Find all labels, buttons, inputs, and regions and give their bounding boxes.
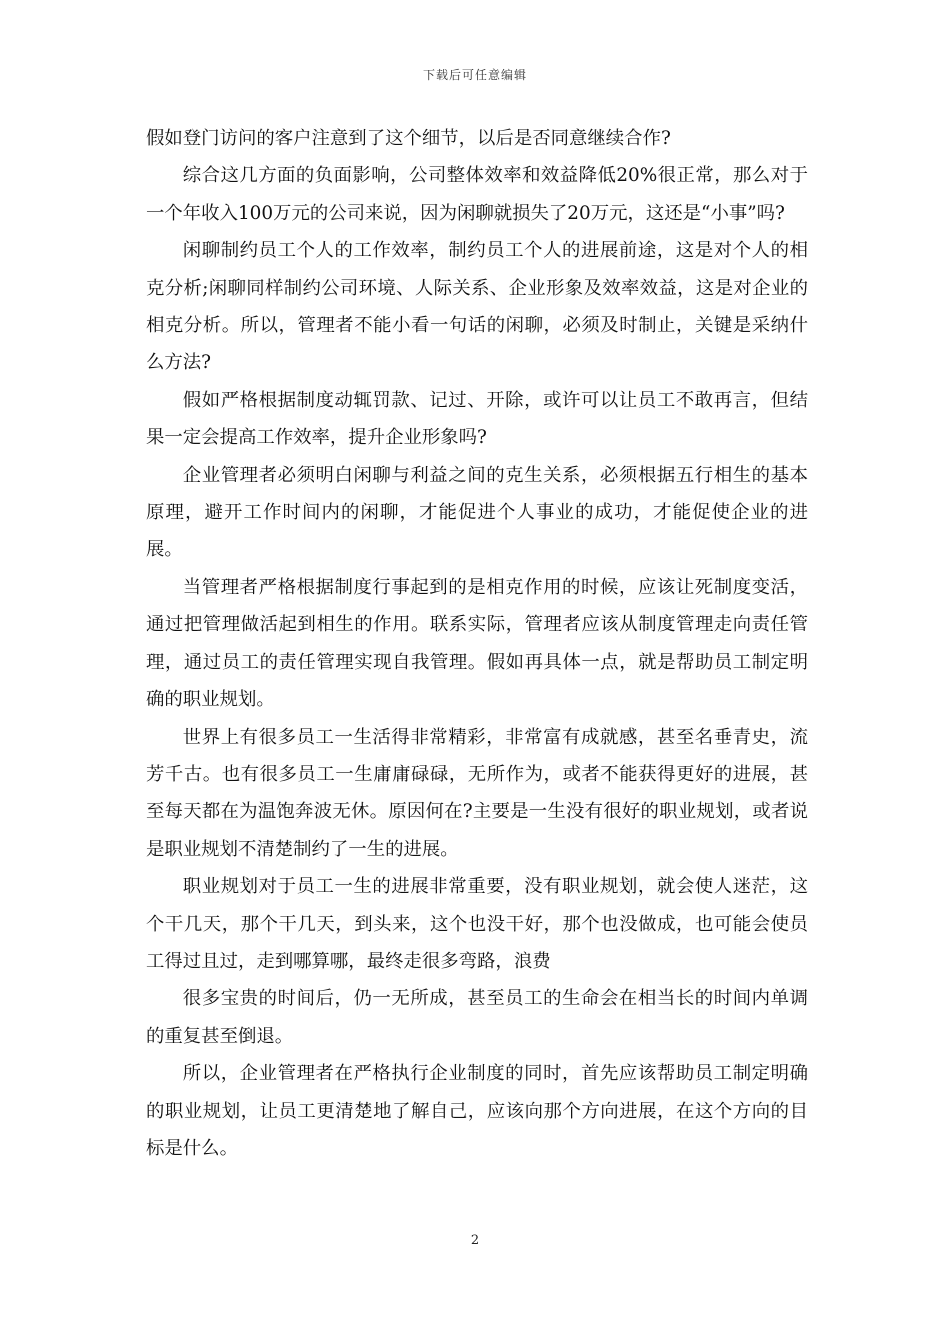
paragraph: 当管理者严格根据制度行事起到的是相克作用的时候，应该让死制度变活，通过把管理做活起到相生的作用。联系实际，管理者应该从制度管理走向责任管理，通过员工的责任管理实现自我管理。假如再具体一点，就是帮助员工制定明确的职业规划。 <box>146 576 808 711</box>
paragraph: 综合这几方面的负面影响，公司整体效率和效益降低20%很正常，那么对于一个年收入100万元的公司来说，因为闲聊就损失了20万元，这还是“小事”吗? <box>146 165 808 224</box>
page-number: 2 <box>470 1233 480 1248</box>
paragraph: 世界上有很多员工一生活得非常精彩，非常富有成就感，甚至名垂青史，流芳千古。也有很多员工一生庸庸碌碌，无所作为，或者不能获得更好的进展，甚至每天都在为温饱奔波无休。原因何在?主要是一生没有很好的职业规划，或者说是职业规划不清楚制约了一生的进展。 <box>146 726 808 860</box>
document-body <box>146 120 808 1167</box>
page-header: 下载后可任意编辑 <box>422 68 527 82</box>
paragraph: 企业管理者必须明白闲聊与利益之间的克生关系，必须根据五行相生的基本原理，避开工作时间内的闲聊，才能促进个人事业的成功，才能促使企业的进展。 <box>146 464 808 561</box>
paragraph: 职业规划对于员工一生的进展非常重要，没有职业规划，就会使人迷茫，这个干几天，那个干几天，到头来，这个也没干好，那个也没做成，也可能会使员工得过且过，走到哪算哪，最终走很多弯路，浪费 <box>146 876 808 972</box>
paragraph: 所以，企业管理者在严格执行企业制度的同时，首先应该帮助员工制定明确的职业规划，让员工更清楚地了解自己，应该向那个方向进展，在这个方向的目标是什么。 <box>146 1063 808 1159</box>
paragraph: 闲聊制约员工个人的工作效率，制约员工个人的进展前途，这是对个人的相克分析;闲聊同样制约公司环境、人际关系、企业形象及效率效益，这是对企业的相克分析。所以，管理者不能小看一句话的闲聊，必须及时制止，关键是采纳什么方法? <box>146 240 808 374</box>
paragraph: 假如登门访问的客户注意到了这个细节，以后是否同意继续合作? <box>146 128 671 149</box>
paragraph: 很多宝贵的时间后，仍一无所成，甚至员工的生命会在相当长的时间内单调的重复甚至倒退。 <box>146 988 808 1047</box>
paragraph: 假如严格根据制度动辄罚款、记过、开除，或许可以让员工不敢再言，但结果一定会提高工作效率，提升企业形象吗? <box>146 389 808 449</box>
